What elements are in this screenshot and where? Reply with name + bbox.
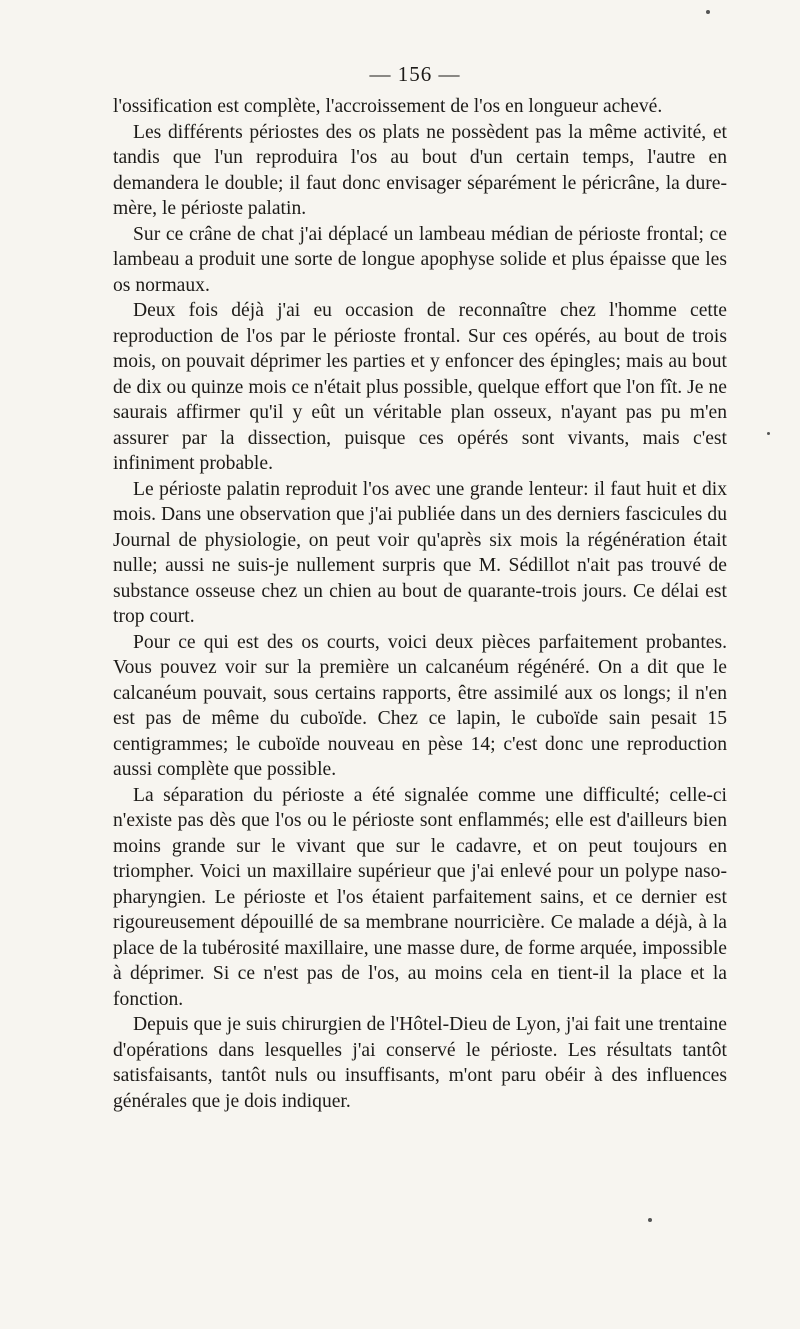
body-text — [113, 94, 727, 1114]
paragraph: Depuis que je suis chirurgien de l'Hôtel-Dieu de Lyon, j'ai fait une trentaine d'opérations dans lesquelles j'ai conservé le périoste. Les résultats tantôt satisfaisants, tantôt nuls ou insuffisants, m'ont paru obéir à des influences générales que je dois indiquer. — [113, 1014, 727, 1112]
paragraph: Les différents périostes des os plats ne possèdent pas la même activité, et tandis que l'un reproduira l'os au bout d'un certain temps, l'autre en demandera le double; il faut donc envisager séparément le péricrâne, la dure-mère, le périoste palatin. — [113, 121, 727, 219]
ink-speck — [706, 10, 710, 14]
paragraph: Deux fois déjà j'ai eu occasion de reconnaître chez l'homme cette reproduction de l'os par le périoste frontal. Sur ces opérés, au bout de trois mois, on pouvait déprimer les parties et y enfoncer des épingles; mais au bout de dix ou quinze mois ce n'était plus possible, quelque effort que l'on fît. Je ne saurais affirmer qu'il y eût un véritable plan osseux, n'ayant pas pu m'en assurer par la dissection, puisque ces opérés sont vivants, mais c'est infiniment probable. — [113, 300, 727, 474]
paragraph: l'ossification est complète, l'accroissement de l'os en longueur achevé. — [113, 96, 663, 117]
paragraph: Le périoste palatin reproduit l'os avec une grande lenteur: il faut huit et dix mois. Dans une observation que j'ai publiée dans un des derniers fascicules du Journal de physiologie, on peut voir qu'après six mois la régénération était nulle; aussi ne suis-je nullement surpris que M. Sédillot n'ait pas trouvé de substance osseuse chez un chien au bout de quarante-trois jours. Ce délai est trop court. — [113, 478, 727, 627]
paragraph: Sur ce crâne de chat j'ai déplacé un lambeau médian de périoste frontal; ce lambeau a produit une sorte de longue apophyse solide et plus épaisse que les os normaux. — [113, 223, 727, 296]
ink-speck — [767, 432, 770, 435]
ink-speck — [648, 1218, 652, 1222]
paragraph: La séparation du périoste a été signalée comme une difficulté; celle-ci n'existe pas dès que l'os ou le périoste sont enflammés; elle est d'ailleurs bien moins grande sur le vivant que sur le cadavre, et on peut toujours en triompher. Voici un maxillaire supérieur que j'ai enlevé pour un polype naso-pharyngien. Le périoste et l'os étaient parfaitement sains, et ce dernier est rigoureusement dépouillé de sa membrane nourricière. Ce malade a déjà, à la place de la tubérosité maxillaire, une masse dure, de forme arquée, impossible à déprimer. Si ce n'est pas de l'os, au moins cela en tient-il la place et la fonction. — [113, 784, 727, 1010]
paragraph: Pour ce qui est des os courts, voici deux pièces parfaitement probantes. Vous pouvez voir sur la première un calcanéum régénéré. On a dit que le calcanéum pouvait, sous certains rapports, être assimilé aux os longs; il n'en est pas de même du cuboïde. Chez ce lapin, le cuboïde sain pesait 15 centigrammes; le cuboïde nouveau en pèse 14; c'est donc une reproduction aussi complète que possible. — [113, 631, 727, 780]
page-number: — 156 — — [369, 62, 461, 86]
